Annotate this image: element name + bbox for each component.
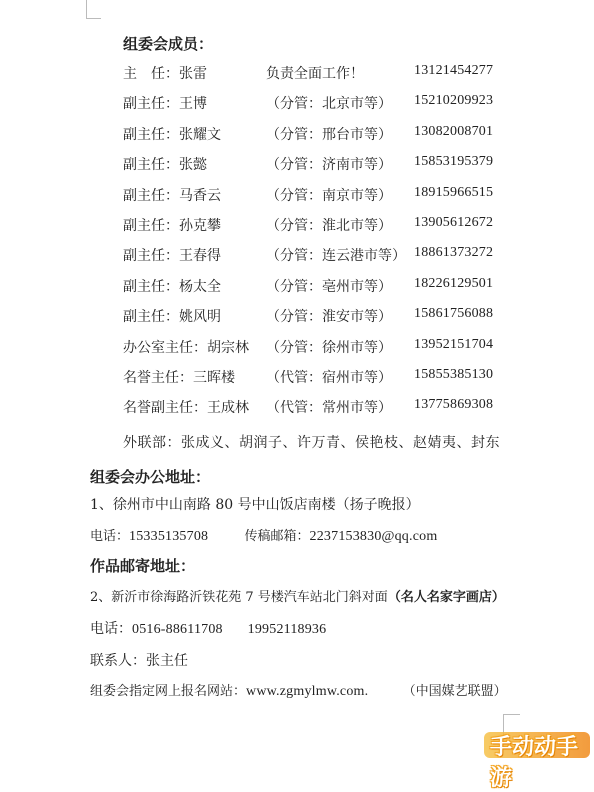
member-title: 副主任： (123, 96, 179, 113)
member-title: 名誉主任： (123, 370, 193, 386)
member-title: 副主任： (123, 248, 179, 265)
member-phone: 18226129501 (414, 275, 494, 291)
member-name: 王春得 (179, 248, 221, 265)
member-name: 王成林 (207, 400, 249, 417)
mailing-shop: （名人名家字画店） (387, 590, 505, 605)
member-title: 名誉副主任： (123, 400, 207, 417)
office-email-label: 传稿邮箱： (244, 529, 310, 544)
member-phone: 13082008701 (414, 123, 494, 139)
member-area: （分管：徐州市等） (266, 339, 392, 356)
member-phone: 13905612672 (414, 215, 494, 230)
mailing-phone-1: 0516-88611708 (132, 622, 223, 637)
member-area: （分管：淮安市等） (266, 309, 392, 326)
office-phone: 15335135708 (129, 529, 209, 544)
office-email: 2237153830@qq.com (309, 529, 438, 544)
office-heading: 组委会办公地址： (90, 468, 211, 486)
member-area: （分管：南京市等） (266, 187, 392, 204)
member-name: 张雷 (179, 66, 207, 82)
member-title: 副主任： (123, 278, 179, 295)
office-phone-label: 电话： (90, 529, 130, 544)
member-phone: 18861373272 (414, 245, 494, 261)
mailing-contact-label: 联系人： (90, 653, 146, 669)
mailing-contact: 张主任 (146, 653, 188, 669)
mailing-phone-2: 19952118936 (247, 622, 327, 637)
watermark-logo (490, 730, 590, 791)
member-phone: 13952151704 (414, 336, 494, 352)
member-title: 副主任： (123, 126, 179, 143)
committee-heading: 组委会成员： (123, 35, 214, 53)
website-label: 组委会指定网上报名网站： (90, 684, 247, 699)
member-name: 张耀文 (179, 126, 221, 143)
member-name: 张懿 (179, 157, 207, 174)
crop-mark-top (86, 0, 101, 19)
member-phone: 13121454277 (414, 63, 494, 78)
member-name: 马香云 (179, 187, 221, 204)
member-name: 姚风明 (179, 309, 221, 326)
website-url[interactable]: www.zgmylmw.com. (246, 684, 369, 699)
mailing-address: 2、新沂市徐海路沂铁花苑 7 号楼汽车站北门斜对面 (90, 590, 388, 605)
mailing-address-line (90, 586, 505, 605)
member-area: （分管：济南市等） (266, 157, 392, 174)
office-contact (90, 525, 437, 545)
member-area: （分管：北京市等） (266, 96, 392, 113)
member-title: 主 任： (123, 66, 179, 82)
member-name: 胡宗林 (207, 339, 249, 356)
member-title: 副主任： (123, 187, 179, 204)
mailing-contact-line (90, 650, 188, 670)
member-phone: 18915966515 (414, 184, 494, 200)
liaison-line: 外联部：张成义、胡润子、许万青、侯艳枝、赵婧夷、封东 (123, 435, 500, 451)
member-title: 办公室主任： (123, 339, 207, 356)
member-phone: 15210209923 (414, 93, 494, 109)
mailing-phone-label: 电话： (90, 621, 132, 637)
member-area: （分管：淮北市等） (266, 218, 392, 234)
office-address: 1、徐州市中山南路 80 号中山饭店南楼（扬子晚报） (90, 497, 420, 513)
member-area: （分管：连云港市等） (266, 248, 406, 265)
member-name: 孙克攀 (179, 218, 221, 234)
member-area: （代管：常州市等） (266, 400, 392, 417)
member-phone: 15861756088 (414, 306, 494, 322)
member-title: 副主任： (123, 218, 179, 234)
member-title: 副主任： (123, 157, 179, 174)
member-area: （代管：宿州市等） (266, 370, 392, 386)
member-area: （分管：邢台市等） (266, 126, 392, 143)
mailing-heading: 作品邮寄地址： (90, 557, 196, 575)
member-phone: 13775869308 (414, 397, 494, 413)
member-phone: 15855385130 (414, 367, 494, 382)
member-area: 负责全面工作！ (266, 66, 364, 82)
member-name: 王博 (179, 96, 207, 113)
member-name: 三晖楼 (193, 370, 235, 386)
member-name: 杨太全 (179, 278, 221, 295)
member-title: 副主任： (123, 309, 179, 326)
watermark-text: 手动动手游 (490, 735, 579, 791)
mailing-phone-line (90, 618, 326, 638)
member-phone: 15853195379 (414, 154, 494, 170)
member-area: （分管：亳州市等） (266, 278, 392, 295)
website-org: （中国媒艺联盟） (402, 684, 507, 699)
website-line (90, 680, 507, 700)
